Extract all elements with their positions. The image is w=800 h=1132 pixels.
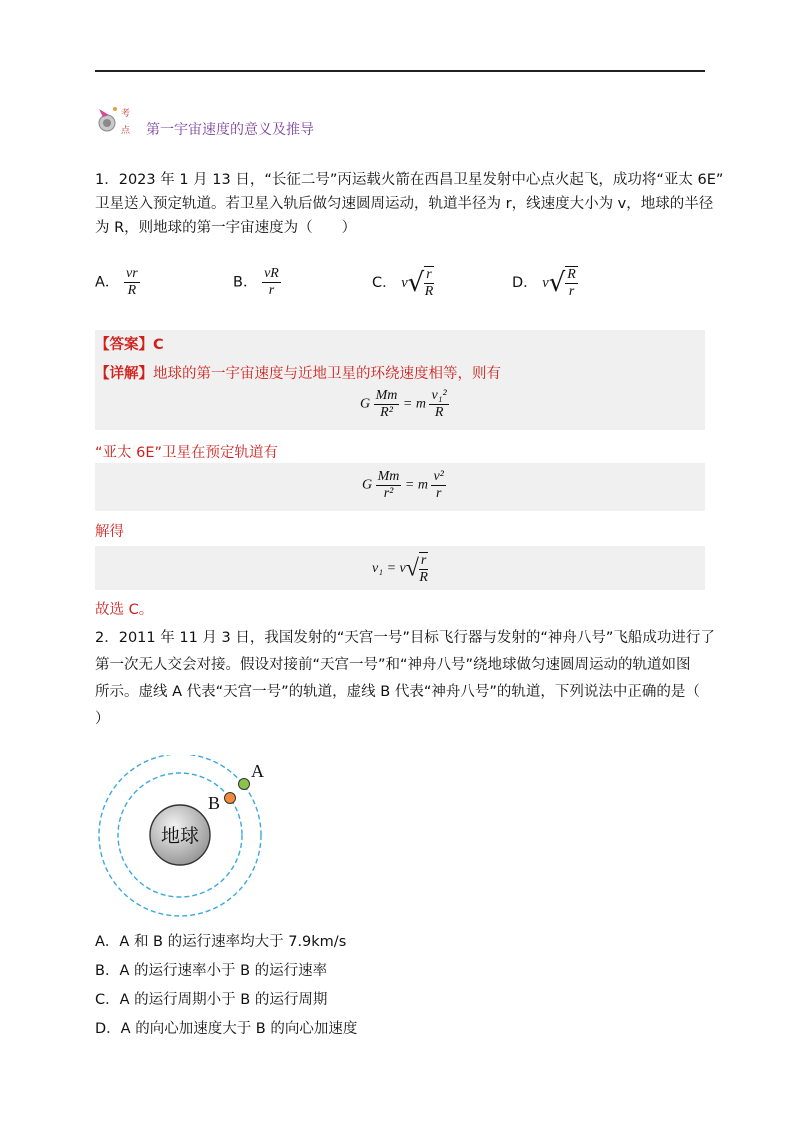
equation-1: G $\frac{Mm}{\text{R²}}$ = m $\frac{\text{v₁²}}{R}$	[360, 388, 447, 420]
sqrt-icon: √	[407, 268, 425, 298]
q1-line-1: 1．2023 年 1 月 13 日，“长征二号”丙运载火箭在西昌卫星发射中心点火起飞，成功将“亚太 6E”	[95, 172, 724, 188]
q1-option-a: A． $\frac{vr}{R}$	[95, 266, 138, 298]
q1-option-d: D． v√ $\frac{R}{r}$	[512, 267, 576, 299]
equation-2: G $\frac{Mm}{\text{r²}}$ = m $\frac{\text{v²}}{r}$	[362, 469, 444, 501]
detail-label: 【详解】	[95, 366, 153, 382]
section-title: 第一宇宙速度的意义及推导	[146, 122, 314, 138]
q1-option-c: C． v√ $\frac{r}{R}$	[372, 267, 434, 299]
detail-line	[95, 362, 501, 383]
q2-option-d: D．A 的向心加速度大于 B 的向心加速度	[95, 1021, 358, 1037]
conclusion: 故选 C。	[95, 602, 154, 618]
q2-option-b: B．A 的运行速率小于 B 的运行速率	[95, 963, 328, 979]
header-rule	[95, 70, 705, 72]
q2-line-1: 2．2011 年 11 月 3 日，我国发射的“天宫一号”目标飞行器与发射的“神舟八号”飞船成功进行了	[95, 630, 715, 646]
fraction: $\frac{vR}{r}$	[264, 266, 279, 298]
q2-option-c: C．A 的运行周期小于 B 的运行周期	[95, 992, 328, 1008]
q2-option-a: A．A 和 B 的运行速率均大于 7.9km/s	[95, 934, 347, 950]
sqrt-icon: √	[405, 555, 419, 582]
question-2	[95, 625, 715, 733]
satellite-a	[239, 779, 250, 790]
q1-option-b: B． $\frac{vR}{r}$	[233, 266, 279, 298]
q1-line-2: 卫星送入预定轨道。若卫星入轨后做匀速圆周运动，轨道半径为 r，线速度大小为 v，地球的半径	[95, 196, 714, 212]
q2-line-3: 所示。虚线 A 代表“天宫一号”的轨道，虚线 B 代表“神舟八号”的轨道，下列说法中正确的是（	[95, 684, 700, 700]
badge-bottom-text: 点	[121, 125, 131, 135]
badge-top-text: 考	[121, 108, 131, 118]
label-a: A	[251, 761, 264, 781]
fraction: $\frac{vr}{R}$	[126, 266, 138, 298]
q2-line-4: ）	[95, 711, 110, 727]
label-b: B	[208, 793, 221, 813]
orbit-figure	[90, 755, 280, 925]
earth-label: 地球	[160, 825, 200, 847]
answer-label: 【答案】C	[95, 337, 164, 353]
question-1	[95, 168, 724, 240]
fraction: $\frac{R}{r}$	[567, 267, 576, 299]
detail-text: 地球的第一宇宙速度与近地卫星的环绕速度相等，则有	[153, 366, 501, 382]
q1-line-3: 为 R，则地球的第一宇宙速度为（ ）	[95, 220, 357, 236]
solve-label: 解得	[95, 524, 124, 540]
note-2: “亚太 6E”卫星在预定轨道有	[95, 445, 279, 461]
equation-3: v₁ = v√ $\frac{r}{R}$	[372, 553, 428, 585]
q2-line-2: 第一次无人交会对接。假设对接前“天宫一号”和“神舟八号”绕地球做匀速圆周运动的轨道如图	[95, 657, 691, 673]
satellite-b	[225, 793, 236, 804]
kaodian-badge-icon	[95, 103, 140, 139]
sqrt-icon: √	[548, 268, 566, 298]
fraction: $\frac{r}{R}$	[424, 267, 434, 299]
